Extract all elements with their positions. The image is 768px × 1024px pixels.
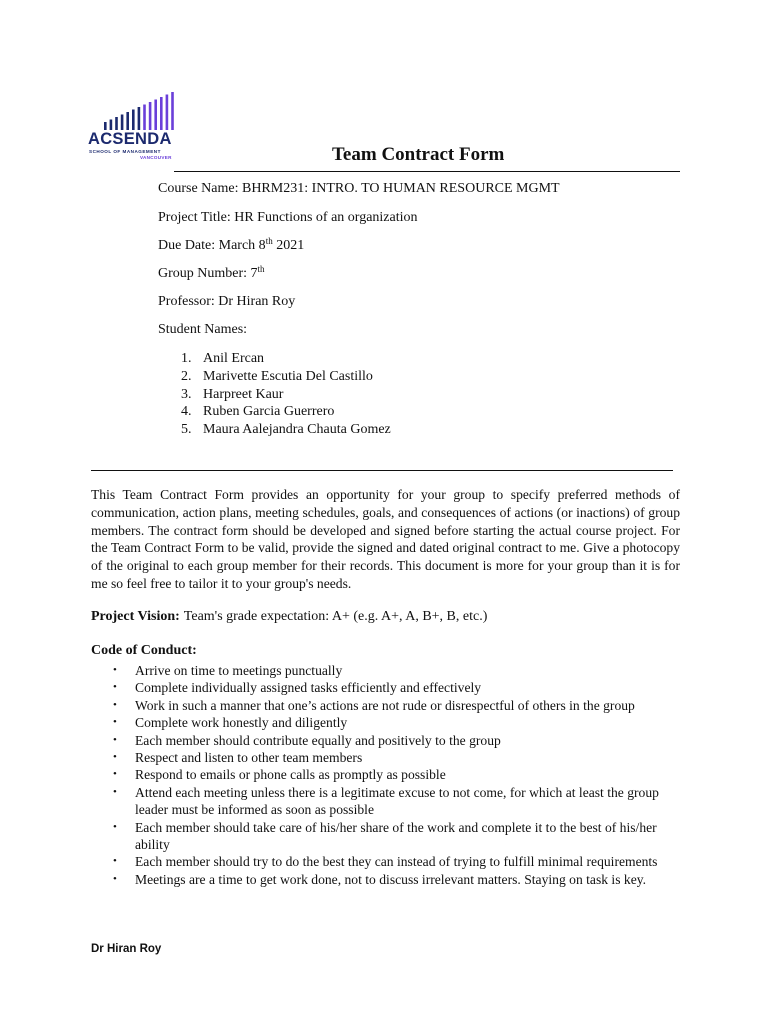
student-name: Maura Aalejandra Chauta Gomez: [203, 422, 391, 438]
group-number-sup: th: [257, 264, 265, 274]
list-number: 1.: [181, 351, 192, 366]
footer-author: Dr Hiran Roy: [91, 943, 162, 955]
list-item: [113, 732, 693, 749]
rule-text: Arrive on time to meetings punctually: [135, 663, 343, 678]
list-item: [113, 871, 693, 888]
logo-bar: [154, 100, 157, 131]
rule-text: Complete individually assigned tasks efficiently and effectively: [135, 680, 482, 696]
bullet-icon: •: [113, 820, 117, 833]
due-date-suffix: 2021: [272, 238, 305, 253]
acsenda-logo: [88, 90, 178, 166]
rule-text: Each member should try to do the best they can instead of trying to fulfill minimal requirements: [135, 854, 658, 870]
bullet-icon: •: [113, 733, 117, 746]
student-name: Ruben Garcia Guerrero: [203, 404, 335, 420]
code-of-conduct-list: [113, 662, 693, 888]
list-item: [113, 749, 693, 766]
list-item: [181, 350, 391, 368]
group-number-prefix: Group Number: 7: [158, 266, 258, 281]
student-name: Marivette Escutia Del Castillo: [203, 368, 373, 384]
list-number: 4.: [181, 404, 192, 420]
due-date-sup: th: [265, 236, 273, 246]
list-number: 3.: [181, 386, 192, 402]
logo-bar: [160, 97, 163, 130]
list-item: [113, 662, 693, 679]
logo-bar: [126, 112, 129, 130]
student-name: Harpreet Kaur: [203, 386, 284, 402]
student-names-label: Student Names:: [158, 322, 248, 337]
project-title: Project Title: HR Functions of an organization: [158, 210, 418, 225]
bullet-icon: •: [113, 785, 117, 798]
list-number: 2.: [181, 368, 192, 384]
logo-bar: [132, 110, 135, 131]
rule-text: Complete work honestly and diligently: [135, 715, 348, 731]
bullet-icon: •: [113, 872, 117, 885]
list-item: [113, 679, 693, 696]
project-vision-text: Team's grade expectation: A+ (e.g. A+, A, B+, B, etc.): [183, 609, 488, 624]
logo-bar: [143, 105, 146, 131]
bullet-icon: •: [113, 716, 117, 729]
list-item: [113, 766, 693, 783]
list-item: [181, 403, 391, 421]
logo-bar: [149, 102, 152, 130]
rule-text: Meetings are a time to get work done, not to discuss irrelevant matters. Staying on task is key.: [135, 871, 647, 887]
logo-bar: [115, 117, 118, 130]
bullet-icon: •: [113, 664, 117, 676]
logo-bar: [104, 122, 107, 130]
bullet-icon: •: [113, 681, 117, 694]
logo-name: ACSENDA: [88, 130, 172, 148]
list-item: [181, 386, 391, 404]
logo-bar: [138, 107, 141, 130]
bullet-icon: •: [113, 698, 117, 711]
rule-text: Respond to emails or phone calls as promptly as possible: [135, 767, 446, 783]
bullet-icon: •: [113, 855, 117, 868]
rule-text: Work in such a manner that one’s actions are not rude or disrespectful of others in the group: [135, 697, 635, 713]
rule-text: Each member should contribute equally and positively to the group: [135, 732, 501, 748]
list-number: 5.: [181, 422, 192, 438]
list-item: [113, 853, 693, 870]
list-item: [113, 819, 693, 854]
logo-bar: [171, 92, 174, 130]
rule-text: Each member should take care of his/her share of the work and complete it to the best of his/her ability: [135, 819, 657, 853]
logo-bar: [110, 120, 113, 131]
logo-bar: [121, 115, 124, 131]
due-date-prefix: Due Date: March 8: [158, 238, 266, 253]
rule-text: Respect and listen to other team members: [135, 750, 363, 766]
professor: Professor: Dr Hiran Roy: [158, 294, 296, 309]
list-item: [113, 714, 693, 731]
logo-bars-icon: [102, 90, 180, 130]
group-number: [158, 266, 265, 282]
logo-tagline: SCHOOL OF MANAGEMENT: [89, 149, 161, 154]
rule-text: Attend each meeting unless there is a legitimate excuse to not come, for which at least the group leader must be informed as soon as possible: [135, 784, 659, 818]
title-divider: [174, 171, 680, 172]
project-vision-label: Project Vision:: [91, 609, 180, 624]
student-list: [181, 350, 391, 439]
course-name: Course Name: BHRM231: INTRO. TO HUMAN RESOURCE MGMT: [158, 181, 560, 196]
code-of-conduct-heading: Code of Conduct:: [91, 643, 197, 658]
bullet-icon: •: [113, 768, 117, 781]
list-item: [181, 421, 391, 439]
document-title: Team Contract Form: [332, 144, 505, 165]
logo-location: VANCOUVER: [140, 155, 172, 160]
project-vision: [91, 609, 487, 625]
logo-bar: [166, 95, 169, 131]
due-date: [158, 238, 304, 254]
section-divider: [91, 470, 673, 471]
bullet-icon: •: [113, 751, 117, 764]
list-item: [113, 784, 693, 819]
list-item: [113, 697, 693, 714]
intro-paragraph: This Team Contract Form provides an opportunity for your group to specify preferred methods of communication, action plans, meeting schedules, goals, and consequences of actions (or inactions) of group members. The contract form should be developed and signed before starting the actual course project. For the Team Contract Form to be valid, provide the signed and dated original contract to me. Give a photocopy of the original to each group member for their records. This document is more for your group than it is for me so feel free to tailor it to your group's needs.: [91, 487, 680, 591]
list-item: [181, 368, 391, 386]
student-name: Anil Ercan: [203, 351, 265, 366]
